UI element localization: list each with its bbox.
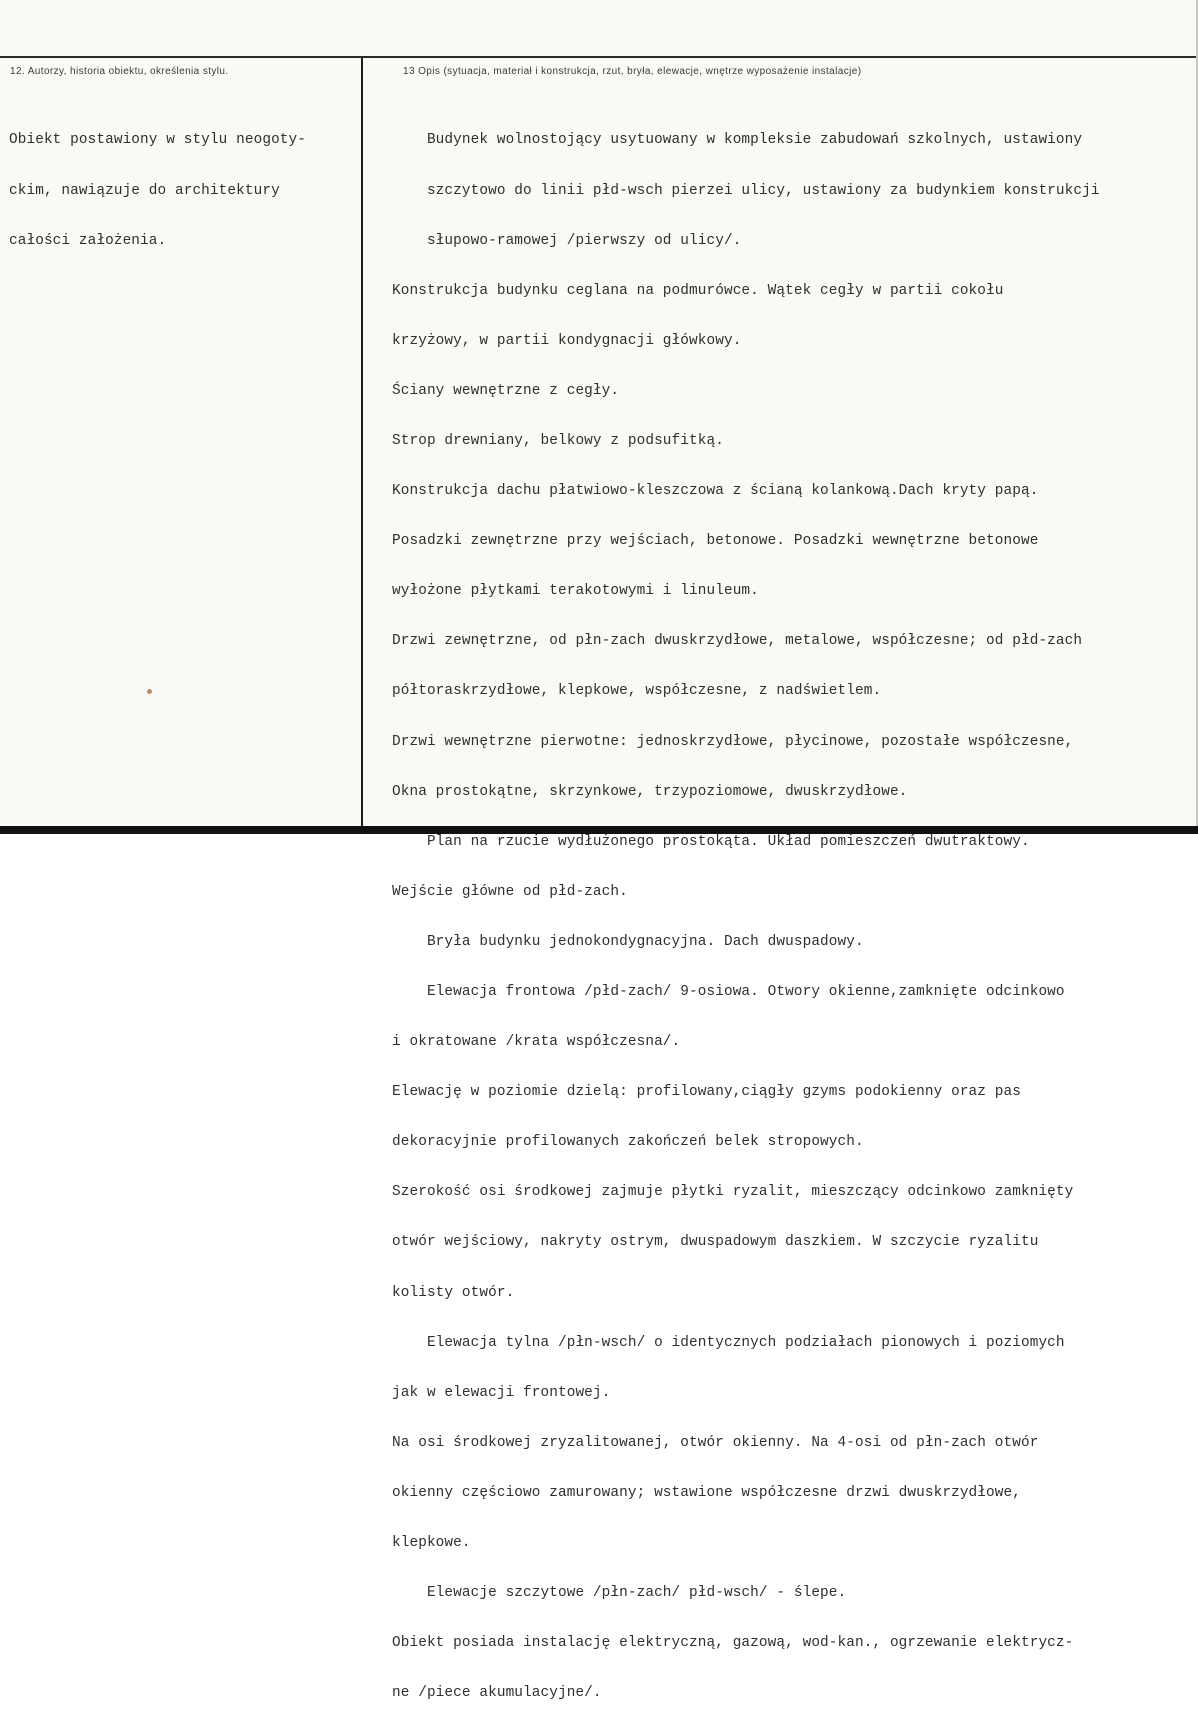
text-line: klepkowe. [392, 1535, 471, 1552]
text-line: Obiekt postawiony w stylu neogoty- [9, 132, 307, 149]
text-line: Drzwi wewnętrzne pierwotne: jednoskrzydłowe, płycinowe, pozostałe współczesne, [392, 733, 1074, 750]
text-line: otwór wejściowy, nakryty ostrym, dwuspadowym daszkiem. W szczycie ryzalitu [392, 1234, 1039, 1251]
text-line: i okratowane /krata współczesna/. [392, 1034, 681, 1051]
text-line: Wejście główne od płd-zach. [392, 883, 628, 900]
text-line: krzyżowy, w partii kondygnacji główkowy. [392, 332, 742, 349]
text-line: kolisty otwór. [392, 1284, 515, 1301]
text-line: Elewacje szczytowe /płn-zach/ płd-wsch/ - ślepe. [392, 1585, 847, 1602]
text-line: Ściany wewnętrzne z cegły. [392, 382, 620, 399]
text-line: Okna prostokątne, skrzynkowe, trzypoziomowe, dwuskrzydłowe. [392, 783, 908, 800]
text-line: Bryła budynku jednokondygnacyjna. Dach dwuspadowy. [392, 933, 864, 950]
description-text [392, 99, 1100, 1735]
text-line: Elewacja tylna /płn-wsch/ o identycznych podziałach pionowych i poziomych [392, 1334, 1065, 1351]
text-line: Plan na rzucie wydłużonego prostokąta. Układ pomieszczeń dwutraktowy. [392, 833, 1030, 850]
authors-history-style-text [9, 99, 306, 283]
text-line: Drzwi zewnętrzne, od płn-zach dwuskrzydłowe, metalowe, współczesne; od płd-zach [392, 633, 1083, 650]
text-line: Budynek wolnostojący usytuowany w kompleksie zabudowań szkolnych, ustawiony [392, 132, 1083, 149]
section-13-header: 13 Opis (sytuacja, materiał i konstrukcja, rzut, bryła, elewacje, wnętrze wyposażenie instalacje) [403, 66, 862, 77]
text-line: półtoraskrzydłowe, klepkowe, współczesne, z nadświetlem. [392, 683, 882, 700]
text-line: Na osi środkowej zryzalitowanej, otwór okienny. Na 4-osi od płn-zach otwór [392, 1434, 1039, 1451]
section-12-header: 12. Autorzy, historia obiektu, określenia stylu. [10, 66, 229, 77]
text-line: szczytowo do linii płd-wsch pierzei ulicy, ustawiony za budynkiem konstrukcji [392, 182, 1100, 199]
text-line: jak w elewacji frontowej. [392, 1384, 611, 1401]
column-divider [361, 58, 363, 826]
top-rule [0, 56, 1198, 58]
text-line: okienny częściowo zamurowany; wstawione współczesne drzwi dwuskrzydłowe, [392, 1484, 1021, 1501]
text-line: Konstrukcja budynku ceglana na podmurówce. Wątek cegły w partii cokołu [392, 282, 1004, 299]
text-line: wyłożone płytkami terakotowymi i linuleum. [392, 583, 759, 600]
text-line: Strop drewniany, belkowy z podsufitką. [392, 432, 724, 449]
text-line: Konstrukcja dachu płatwiowo-kleszczowa z ścianą kolankową.Dach kryty papą. [392, 483, 1039, 500]
text-line: słupowo-ramowej /pierwszy od ulicy/. [392, 232, 742, 249]
text-line: Posadzki zewnętrzne przy wejściach, betonowe. Posadzki wewnętrzne betonowe [392, 533, 1039, 550]
text-line: Elewacja frontowa /płd-zach/ 9-osiowa. Otwory okienne,zamknięte odcinkowo [392, 984, 1065, 1000]
text-line: dekoracyjnie profilowanych zakończeń belek stropowych. [392, 1134, 864, 1151]
text-line: Elewację w poziomie dzielą: profilowany,ciągły gzyms podokienny oraz pas [392, 1084, 1021, 1101]
text-line: Obiekt posiada instalację elektryczną, gazową, wod-kan., ogrzewanie elektrycz- [392, 1635, 1074, 1652]
text-line: całości założenia. [9, 232, 167, 249]
text-line: Szerokość osi środkowej zajmuje płytki ryzalit, mieszczący odcinkowo zamknięty [392, 1184, 1074, 1201]
paper-speck [146, 688, 153, 695]
text-line: ne /piece akumulacyjne/. [392, 1685, 602, 1702]
text-line: ckim, nawiązuje do architektury [9, 182, 280, 199]
